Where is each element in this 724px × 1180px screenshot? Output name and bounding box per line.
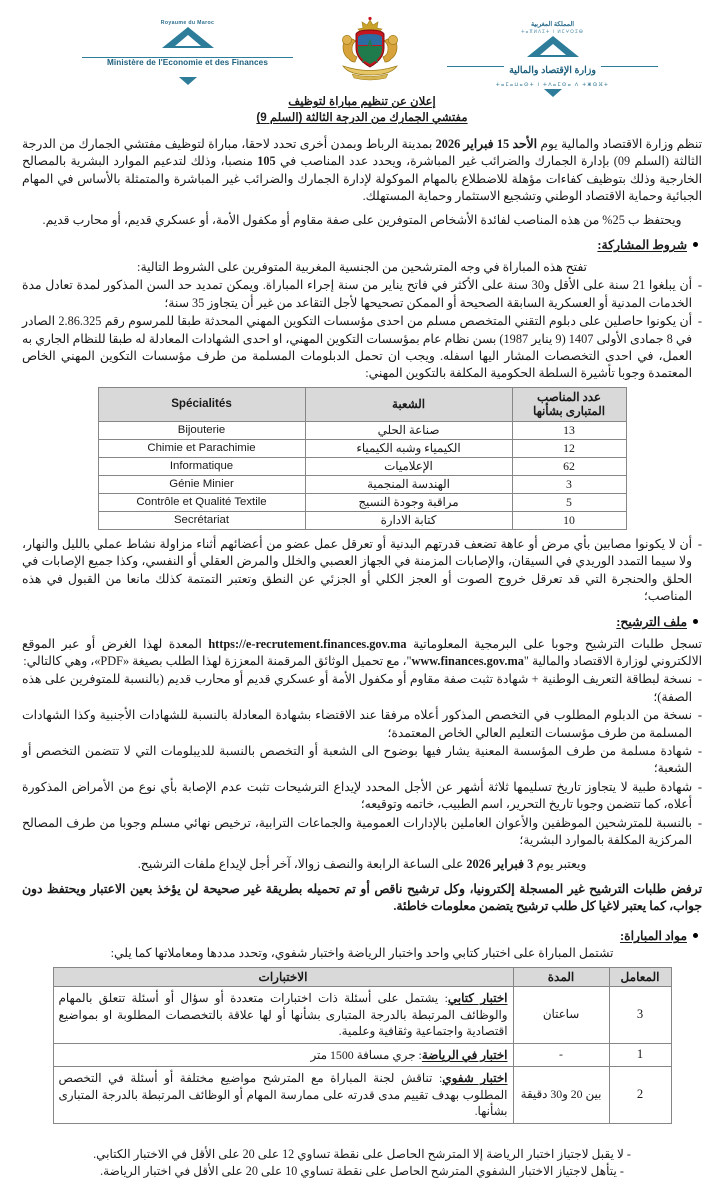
- logo-kingdom-label-ar: المملكة المغربية: [530, 21, 575, 28]
- logo-kingdom-label-tifinagh: ⵜⴰⴳⵍⴷⵉⵜ ⵏ ⵍⵎⵖⵔⵉⴱ: [521, 29, 584, 34]
- cell-test-description: [53, 987, 513, 1044]
- page-title-line1: إعلان عن تنظيم مباراة لتوظيف: [288, 95, 436, 108]
- section-exam-subjects: [22, 928, 702, 944]
- section-heading-label: مواد المباراة:: [619, 929, 687, 944]
- specialties-table-wrapper: [22, 387, 702, 530]
- deadline-text-a: ويعتبر يوم: [533, 857, 587, 872]
- footnote-text: لا يقبل لاجتياز اختبار الرياضة إلا المترشح الحاصل على نقطة تساوي 12 على 20 على الأقل في الاختبار الكتابي.: [93, 1146, 624, 1161]
- test-description: : يشتمل على أسئلة ذات اختبارات متعددة أو سؤال أو أسئلة تتعلق بالمهام والوظائف المرتبطة بالدرجة المتبارى بشأنها أو لها علاقة بالتخصصات المطلوبة او بمواضيع اقتصادية واجتماعية وثقافية وعلمية.: [58, 991, 508, 1039]
- col-header-positions-count: [512, 387, 626, 421]
- moroccan-coat-of-arms-icon: [331, 16, 409, 82]
- cell-duration: ساعتان: [513, 987, 609, 1044]
- cell-specialty: Génie Minier: [98, 475, 305, 493]
- application-doc-item: - نسخة من الدبلوم المطلوب في التخصص المذكور أعلاه مرفقا عند الاقتضاء بشهادة المعادلة بالنسبة للشهادات الأجنبية وكذا الشهادات المسلمة من طرف مؤسسات التعليم العالي الخاص المعتمدة؛: [22, 707, 702, 742]
- cell-specialty: Chimie et Parachimie: [98, 439, 305, 457]
- footnotes: [22, 1146, 702, 1180]
- condition-item: - أن يكونوا حاصلين على دبلوم التقني المتخصص مسلم من احدى مؤسسات التكوين المهني المحدثة طبقا للمرسوم رقم 2.86.325 الصادر في 8 جمادى الأولى 1407 (9 يناير 1987) بسن نظام عام بمؤسسات التكوين المهني، او احدى الشهادات المعادلة له طبقا للنظام الجاري به العمل، في احدى التخصصات المشار اليها اسفله. ويجب ان تحمل الدبلومات المسلمة من طرف مؤسسات التكوين المهني الخاص المعتمدة وجوبا تأشيرة السلطة الحكومية المكلفة بالتكوين المهني:: [22, 313, 702, 383]
- test-name: اختبار كتابي: [447, 991, 508, 1006]
- application-lead: [22, 636, 702, 671]
- cell-test-description: [53, 1067, 513, 1124]
- cell-branch: الكيمياء وشبه الكيمياء: [305, 439, 512, 457]
- application-doc-item: - بالنسبة للمترشحين الموظفين والأعوان العاملين بالإدارات العمومية والجماعات الترابية، ترخيص نهائي مسلم وجوبا من طرف المصالح المركزية المكلفة بالموارد البشرية؛: [22, 815, 702, 850]
- application-doc-item: - شهادة مسلمة من طرف المؤسسة المعنية يشار فيها بوضوح الى الشعبة أو التخصص بالنسبة للديبلومات التي لا تتضمن التخصص أو الشعبة؛: [22, 743, 702, 778]
- table-row: [53, 987, 671, 1044]
- bullet-icon: [693, 933, 698, 938]
- cell-branch: صناعة الحلي: [305, 421, 512, 439]
- section-heading-label: ملف الترشيح:: [616, 614, 687, 629]
- col-header-tests: الاختبارات: [53, 967, 513, 987]
- exam-lead: تشتمل المباراة على اختبار كتابي واحد واختبار الرياضة واختبار شفوي، وتحدد مددها ومعاملاتها كما يلي:: [110, 946, 614, 961]
- test-name: اختبار شفوي: [442, 1071, 508, 1086]
- col-header-line1: عدد المناصب: [537, 389, 601, 404]
- table-header-row: [53, 967, 671, 987]
- cell-branch: الهندسة المنجمية: [305, 475, 512, 493]
- deadline-date: 3 فبراير 2026: [466, 857, 534, 872]
- reserved-quota-paragraph: ويحتفظ ب 25% من هذه المناصب لفائدة الأشخاص المتوفرين على صفة مقاوم أو مكفول الأمة، أو عسكري قديم، أو محارب قديم.: [42, 212, 682, 227]
- rejection-warning: ترفض طلبات الترشيح غير المسجلة إلكترونيا، وكل ترشيح ناقص أو تم تحميله بطريقة غير صحيحة لن يؤخذ بعين الاعتبار ويحتفظ دون جواب، كما يعتبر لاغيا كل طلب ترشيح يتضمن معلومات خاطئة.: [22, 881, 702, 914]
- application-lead-a: تسجل طلبات الترشيح وجوبا على البرمجية المعلوماتية: [406, 636, 702, 651]
- cell-duration: بين 20 و30 دقيقة: [513, 1067, 609, 1124]
- logo-chevron-icon: [179, 77, 197, 85]
- cell-coefficient: 3: [609, 987, 671, 1044]
- logo-chevron-icon: [544, 89, 562, 97]
- cell-count: 5: [512, 493, 626, 511]
- intro-text-c: منصبا، وذلك لتدعيم الموارد البشرية بالمصالح الخارجية وذلك بتوظيف كفاءات مؤهلة للاضطلاع بالمهام الموكولة لإدارة الجمارك والضرائب غير المباشرة والمتمثلة بالأساس في المهام الجبائية وحماية الاقتصاد الوطني وتشجيع الاستثمار وحماية المستهلك.: [22, 154, 702, 204]
- bullet-icon: [693, 242, 698, 247]
- col-header-branch: الشعبة: [305, 387, 512, 421]
- table-row: [98, 439, 626, 457]
- cell-count: 12: [512, 439, 626, 457]
- application-lead-c: "، مع تحميل الوثائق المرقمنة المعززة لهذا الطلب بصيغة «PDF»، وهي كالتالي:: [23, 653, 412, 668]
- recruitment-portal-url[interactable]: https://e-recrutement.finances.gov.ma: [208, 636, 407, 651]
- cell-count: 10: [512, 511, 626, 529]
- col-header-duration: المدة: [513, 967, 609, 987]
- footnote-item: - يتأهل لاجتياز الاختبار الشفوي المترشح الحاصل على نقطة تساوي 10 على 20 على الأقل في اختبار الرياضة.: [100, 1163, 624, 1178]
- cell-test-description: [53, 1043, 513, 1067]
- cell-coefficient: 1: [609, 1043, 671, 1067]
- condition-item: - أن يبلغوا 21 سنة على الأقل و30 سنة على الأكثر في فاتح يناير من سنة إجراء المباراة. ويمكن تمديد حد السن المذكور لمدة تعادل مدة الخدمات المدنية أو العسكرية السابقة الصحيحة أو الممكن تصحيحها لأجل التقاعد من غير أن يتجاوز 35 سنة؛: [22, 277, 702, 312]
- section-application-file: [22, 614, 702, 630]
- cell-specialty: Informatique: [98, 457, 305, 475]
- col-header-specialties: Spécialités: [98, 387, 305, 421]
- logo-triangle-mark: [80, 27, 295, 57]
- condition-item-health: - أن لا يكونوا مصابين بأي مرض أو عاهة تضعف قدرتهم البدنية أو تعرقل عمل عضو من أعضائهم أثناء مزاولة نشاط عملي بالليل والنهار، ولا سيما التمدد الوريدي في السيقان، والإصابات المزمنة في الجهاز العصبي والخلل والمرض العقلي أو النفسي، وكذا جميع الإصابات في الحلق والحنجرة التي قد تعرقل خروج الصوت أو العجز الكلي أو الجزئي عن النطق وتعتبر التمتمة كذلك مانعا من القبول في هذه المناصب؛: [22, 536, 702, 606]
- table-row: [98, 475, 626, 493]
- document-header: [22, 0, 702, 88]
- cell-count: 13: [512, 421, 626, 439]
- conditions-lead: تفتح هذه المباراة في وجه المترشحين من الجنسية المغربية المتوفرين على الشروط التالية:: [137, 260, 587, 275]
- cell-branch: الإعلاميات: [305, 457, 512, 475]
- exam-table-wrapper: [22, 967, 702, 1124]
- page-title: [22, 94, 702, 126]
- deadline-text-b: على الساعة الرابعة والنصف زوالا، آخر أجل لإيداع ملفات الترشيح.: [137, 857, 467, 872]
- exam-table: [53, 967, 672, 1124]
- test-description: : تناقش لجنة المباراة مع المترشح مواضيع مختلفة أو أسئلة في التخصص المطلوب بهدف تقييم مدى قدرته على ممارسة المهام أو الوظائف المرتبطة بالدرجة المتبارى بشأنها.: [58, 1071, 508, 1119]
- section-heading-label: شروط المشاركة:: [597, 238, 687, 253]
- page-title-line2: مفتشي الجمارك من الدرجة الثالثة (السلم 9): [256, 111, 468, 124]
- logo-kingdom-label: Royaume du Maroc: [160, 20, 215, 26]
- specialties-table: [98, 387, 627, 530]
- application-doc-item: - نسخة لبطاقة التعريف الوطنية + شهادة تثبت صفة مقاوم أو مكفول الأمة أو عسكري قديم أو محارب قديم (بالنسبة للمتوفرين على هذه الصفة)؛: [22, 671, 702, 706]
- col-header-line2: المتبارى بشأنها: [532, 404, 605, 419]
- cell-coefficient: 2: [609, 1067, 671, 1124]
- table-row: [98, 457, 626, 475]
- cell-duration: -: [513, 1043, 609, 1067]
- ministry-logo-arabic: [445, 16, 660, 97]
- table-row: [53, 1043, 671, 1067]
- ministry-logo-french: [80, 16, 295, 85]
- logo-divider: [82, 57, 293, 76]
- logo-ministry-name-tifinagh: ⵜⴰⵎⴰⵡⴰⵙⵜ ⵏ ⵜⴷⴰⵎⵙⴰ ⴷ ⵜⵥⵕⴼⵜ: [495, 82, 610, 88]
- table-row: [98, 511, 626, 529]
- application-doc-item: - شهادة طبية لا يتجاوز تاريخ تسليمها ثلاثة أشهر عن الأجل المحدد لإيداع الترشيحات تثبت عدم الإصابة بأي نوع من الأمراض المذكورة أعلاه، كما تتضمن وجوبا تاريخ التحرير، اسم الطبيب، خاتمه وتوقيعه؛: [22, 779, 702, 814]
- section-participation-conditions: [22, 237, 702, 253]
- logo-divider: [447, 66, 658, 85]
- bullet-icon: [693, 619, 698, 624]
- cell-specialty: Secrétariat: [98, 511, 305, 529]
- ministry-website-url[interactable]: www.finances.gov.ma: [411, 653, 524, 668]
- footnote-text: يتأهل لاجتياز الاختبار الشفوي المترشح الحاصل على نقطة تساوي 10 على 20 على الأقل في اختبار الرياضة.: [100, 1163, 617, 1178]
- cell-count: 62: [512, 457, 626, 475]
- table-row: [53, 1067, 671, 1124]
- cell-specialty: Bijouterie: [98, 421, 305, 439]
- intro-text-b: بمدينة الرباط وبمدن أخرى تحدد لاحقا، مباراة لتوظيف مفتشي الجمارك من الدرجة الثالثة (السلم 09) بإدارة الجمارك والضرائب غير المباشرة، ويحدد عدد المناصب في: [22, 137, 702, 169]
- table-header-row: [98, 387, 626, 421]
- cell-branch: كتابة الادارة: [305, 511, 512, 529]
- positions-count: 105: [257, 154, 276, 169]
- table-row: [98, 493, 626, 511]
- cell-branch: مراقبة وجودة النسيج: [305, 493, 512, 511]
- test-description: : جري مسافة 1500 متر: [310, 1047, 422, 1062]
- intro-paragraph: [22, 136, 702, 206]
- intro-text-a: تنظم وزارة الاقتصاد والمالية يوم: [537, 137, 702, 151]
- cell-count: 3: [512, 475, 626, 493]
- test-name: اختبار في الرياضة: [421, 1047, 508, 1062]
- footnote-item: - لا يقبل لاجتياز اختبار الرياضة إلا المترشح الحاصل على نقطة تساوي 12 على 20 على الأقل في الاختبار الكتابي.: [93, 1146, 631, 1161]
- cell-specialty: Contrôle et Qualité Textile: [98, 493, 305, 511]
- logo-ministry-name-ar: وزارة الإقتصاد والمالية: [504, 65, 601, 76]
- deadline-paragraph: [22, 856, 702, 873]
- logo-triangle-mark: [445, 36, 660, 66]
- table-row: [98, 421, 626, 439]
- application-lead-b: المعدة لهذا الغرض أو عبر الموقع الالكتروني لوزارة الاقتصاد والمالية ": [22, 636, 702, 668]
- competition-date: الأحد 15 فبراير 2026: [435, 137, 537, 151]
- logo-ministry-name-fr: Ministère de l'Economie et des Finances: [102, 58, 273, 67]
- col-header-coefficient: المعامل: [609, 967, 671, 987]
